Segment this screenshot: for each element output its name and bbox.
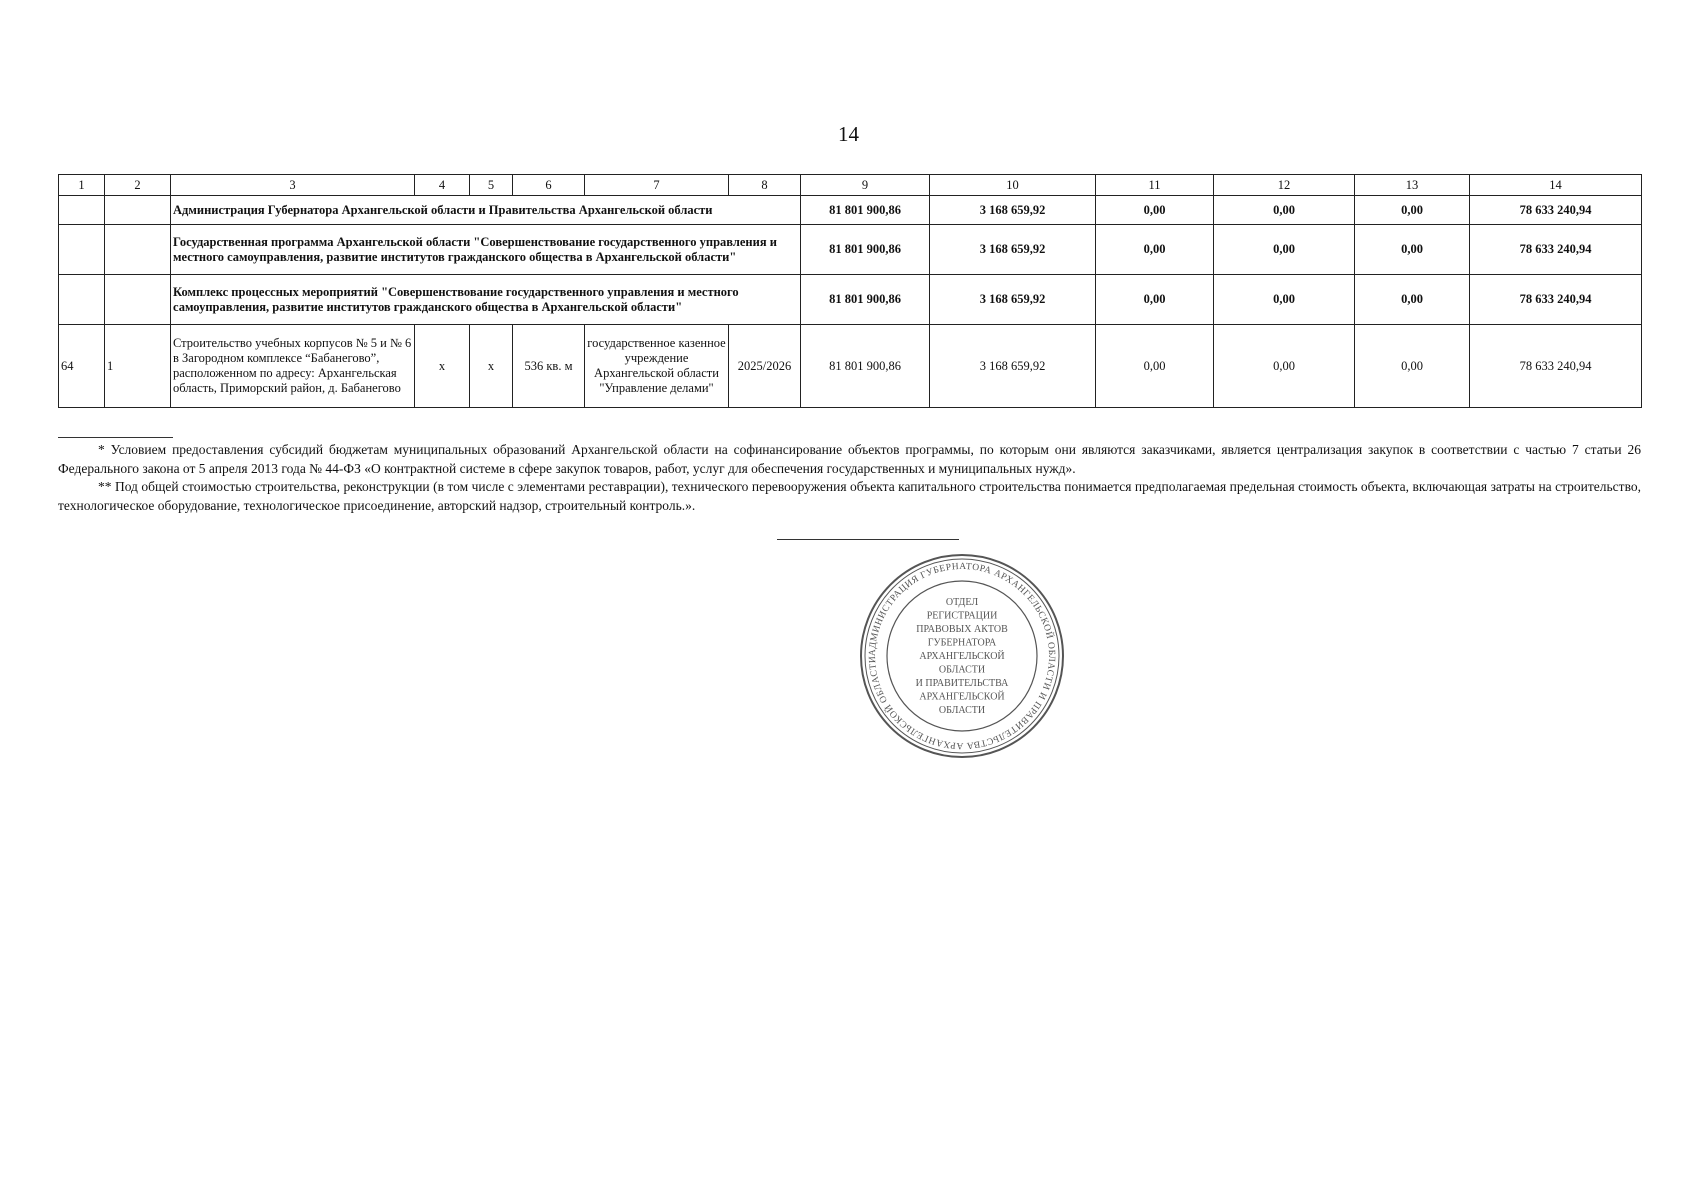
- cell-col4: х: [415, 325, 470, 408]
- column-number: 3: [171, 175, 415, 196]
- footnote-2: ** Под общей стоимостью строительства, реконструкции (в том числе с элементами реставрации), технического перевооружения объекта капитального строительства понимается предполагаемая предельная стоимость объекта, включающая затраты на строительство, технологическое оборудование, технологическое присоединение, авторский надзор, строительный контроль.».: [58, 479, 1641, 513]
- seal-center-line: РЕГИСТРАЦИИ: [926, 610, 998, 622]
- end-divider: [777, 539, 959, 540]
- value-cell: 78 633 240,94: [1470, 275, 1642, 325]
- official-seal: [856, 553, 1068, 759]
- object-name: Строительство учебных корпусов № 5 и № 6 в Загородном комплексе “Бабанегово”, расположенном по адресу: Архангельская область, Приморский район, д. Бабанегово: [171, 325, 415, 408]
- column-number: 14: [1470, 175, 1642, 196]
- column-number-row: [59, 175, 1642, 196]
- column-number: 11: [1096, 175, 1214, 196]
- column-number: 12: [1214, 175, 1355, 196]
- value-cell: 0,00: [1355, 196, 1470, 225]
- period-cell: 2025/2026: [729, 325, 801, 408]
- value-cell: 3 168 659,92: [930, 196, 1096, 225]
- value-cell: 0,00: [1096, 325, 1214, 408]
- column-number: 10: [930, 175, 1096, 196]
- value-cell: 3 168 659,92: [930, 325, 1096, 408]
- seal-center-line: АРХАНГЕЛЬСКОЙ: [919, 651, 1005, 662]
- seal-center-line: ГУБЕРНАТОРА: [927, 637, 997, 649]
- seal-center-line: ПРАВОВЫХ АКТОВ: [916, 624, 1008, 635]
- value-cell: 78 633 240,94: [1470, 196, 1642, 225]
- page-number: 14: [838, 122, 859, 146]
- value-cell: 3 168 659,92: [930, 275, 1096, 325]
- table-row-item: [59, 325, 1642, 408]
- value-cell: 81 801 900,86: [801, 225, 930, 275]
- customer-cell: государственное казенное учреждение Архангельской области "Управление делами": [585, 325, 729, 408]
- group-name: Комплекс процессных мероприятий "Совершенствование государственного управления и местного самоуправления, развитие институтов гражданского общества в Архангельской области": [171, 275, 801, 325]
- column-number: 8: [729, 175, 801, 196]
- budget-table: [58, 174, 1642, 408]
- value-cell: 81 801 900,86: [801, 325, 930, 408]
- column-number: 13: [1355, 175, 1470, 196]
- column-number: 6: [513, 175, 585, 196]
- group-name: Администрация Губернатора Архангельской области и Правительства Архангельской области: [171, 196, 801, 225]
- value-cell: 0,00: [1214, 196, 1355, 225]
- seal-center-line: И ПРАВИТЕЛЬСТВА: [915, 678, 1009, 689]
- footnotes: [58, 441, 1641, 515]
- svg-text:АДМИНИСТРАЦИЯ ГУБЕРНАТОРА АРХА: АДМИНИСТРАЦИЯ ГУБЕРНАТОРА АРХАНГЕЛЬСКОЙ ОБЛАСТИ И ПРАВИТЕЛЬСТВА АРХАНГЕЛЬСКОЙ ОБЛАСТИ: [867, 561, 1057, 751]
- value-cell: 81 801 900,86: [801, 196, 930, 225]
- seal-graphic: [856, 553, 1068, 759]
- footnote-divider: [58, 437, 173, 438]
- table-row-process-complex: [59, 275, 1642, 325]
- group-name: Государственная программа Архангельской области "Совершенствование государственного управления и местного самоуправления, развитие институтов гражданского общества в Архангельской области": [171, 225, 801, 275]
- value-cell: 78 633 240,94: [1470, 225, 1642, 275]
- column-number: 7: [585, 175, 729, 196]
- value-cell: 0,00: [1096, 225, 1214, 275]
- footnote-1: * Условием предоставления субсидий бюджетам муниципальных образований Архангельской области на софинансирование объектов программы, по которым они являются заказчиками, является централизация закупок в соответствии с частью 7 статьи 26 Федерального закона от 5 апреля 2013 года № 44-ФЗ «О контрактной системе в сфере закупок товаров, работ, услуг для обеспечения государственных и муниципальных нужд».: [58, 442, 1641, 476]
- sub-number: 1: [105, 325, 171, 408]
- table-row-state-program: [59, 225, 1642, 275]
- row-number: 64: [59, 325, 105, 408]
- column-number: 9: [801, 175, 930, 196]
- value-cell: 0,00: [1214, 325, 1355, 408]
- capacity-cell: 536 кв. м: [513, 325, 585, 408]
- table-row-administration: [59, 196, 1642, 225]
- seal-center-line: ОБЛАСТИ: [938, 664, 986, 676]
- value-cell: 0,00: [1355, 225, 1470, 275]
- seal-center-line: АРХАНГЕЛЬСКОЙ: [919, 691, 1005, 703]
- value-cell: 0,00: [1214, 275, 1355, 325]
- column-number: 4: [415, 175, 470, 196]
- value-cell: 0,00: [1214, 225, 1355, 275]
- value-cell: 0,00: [1096, 196, 1214, 225]
- value-cell: 0,00: [1355, 325, 1470, 408]
- value-cell: 81 801 900,86: [801, 275, 930, 325]
- column-number: 1: [59, 175, 105, 196]
- value-cell: 0,00: [1355, 275, 1470, 325]
- value-cell: 3 168 659,92: [930, 225, 1096, 275]
- column-number: 2: [105, 175, 171, 196]
- value-cell: 78 633 240,94: [1470, 325, 1642, 408]
- cell-col5: х: [470, 325, 513, 408]
- column-number: 5: [470, 175, 513, 196]
- value-cell: 0,00: [1096, 275, 1214, 325]
- seal-center-line: ОБЛАСТИ: [938, 705, 986, 716]
- seal-center-line: ОТДЕЛ: [945, 597, 979, 608]
